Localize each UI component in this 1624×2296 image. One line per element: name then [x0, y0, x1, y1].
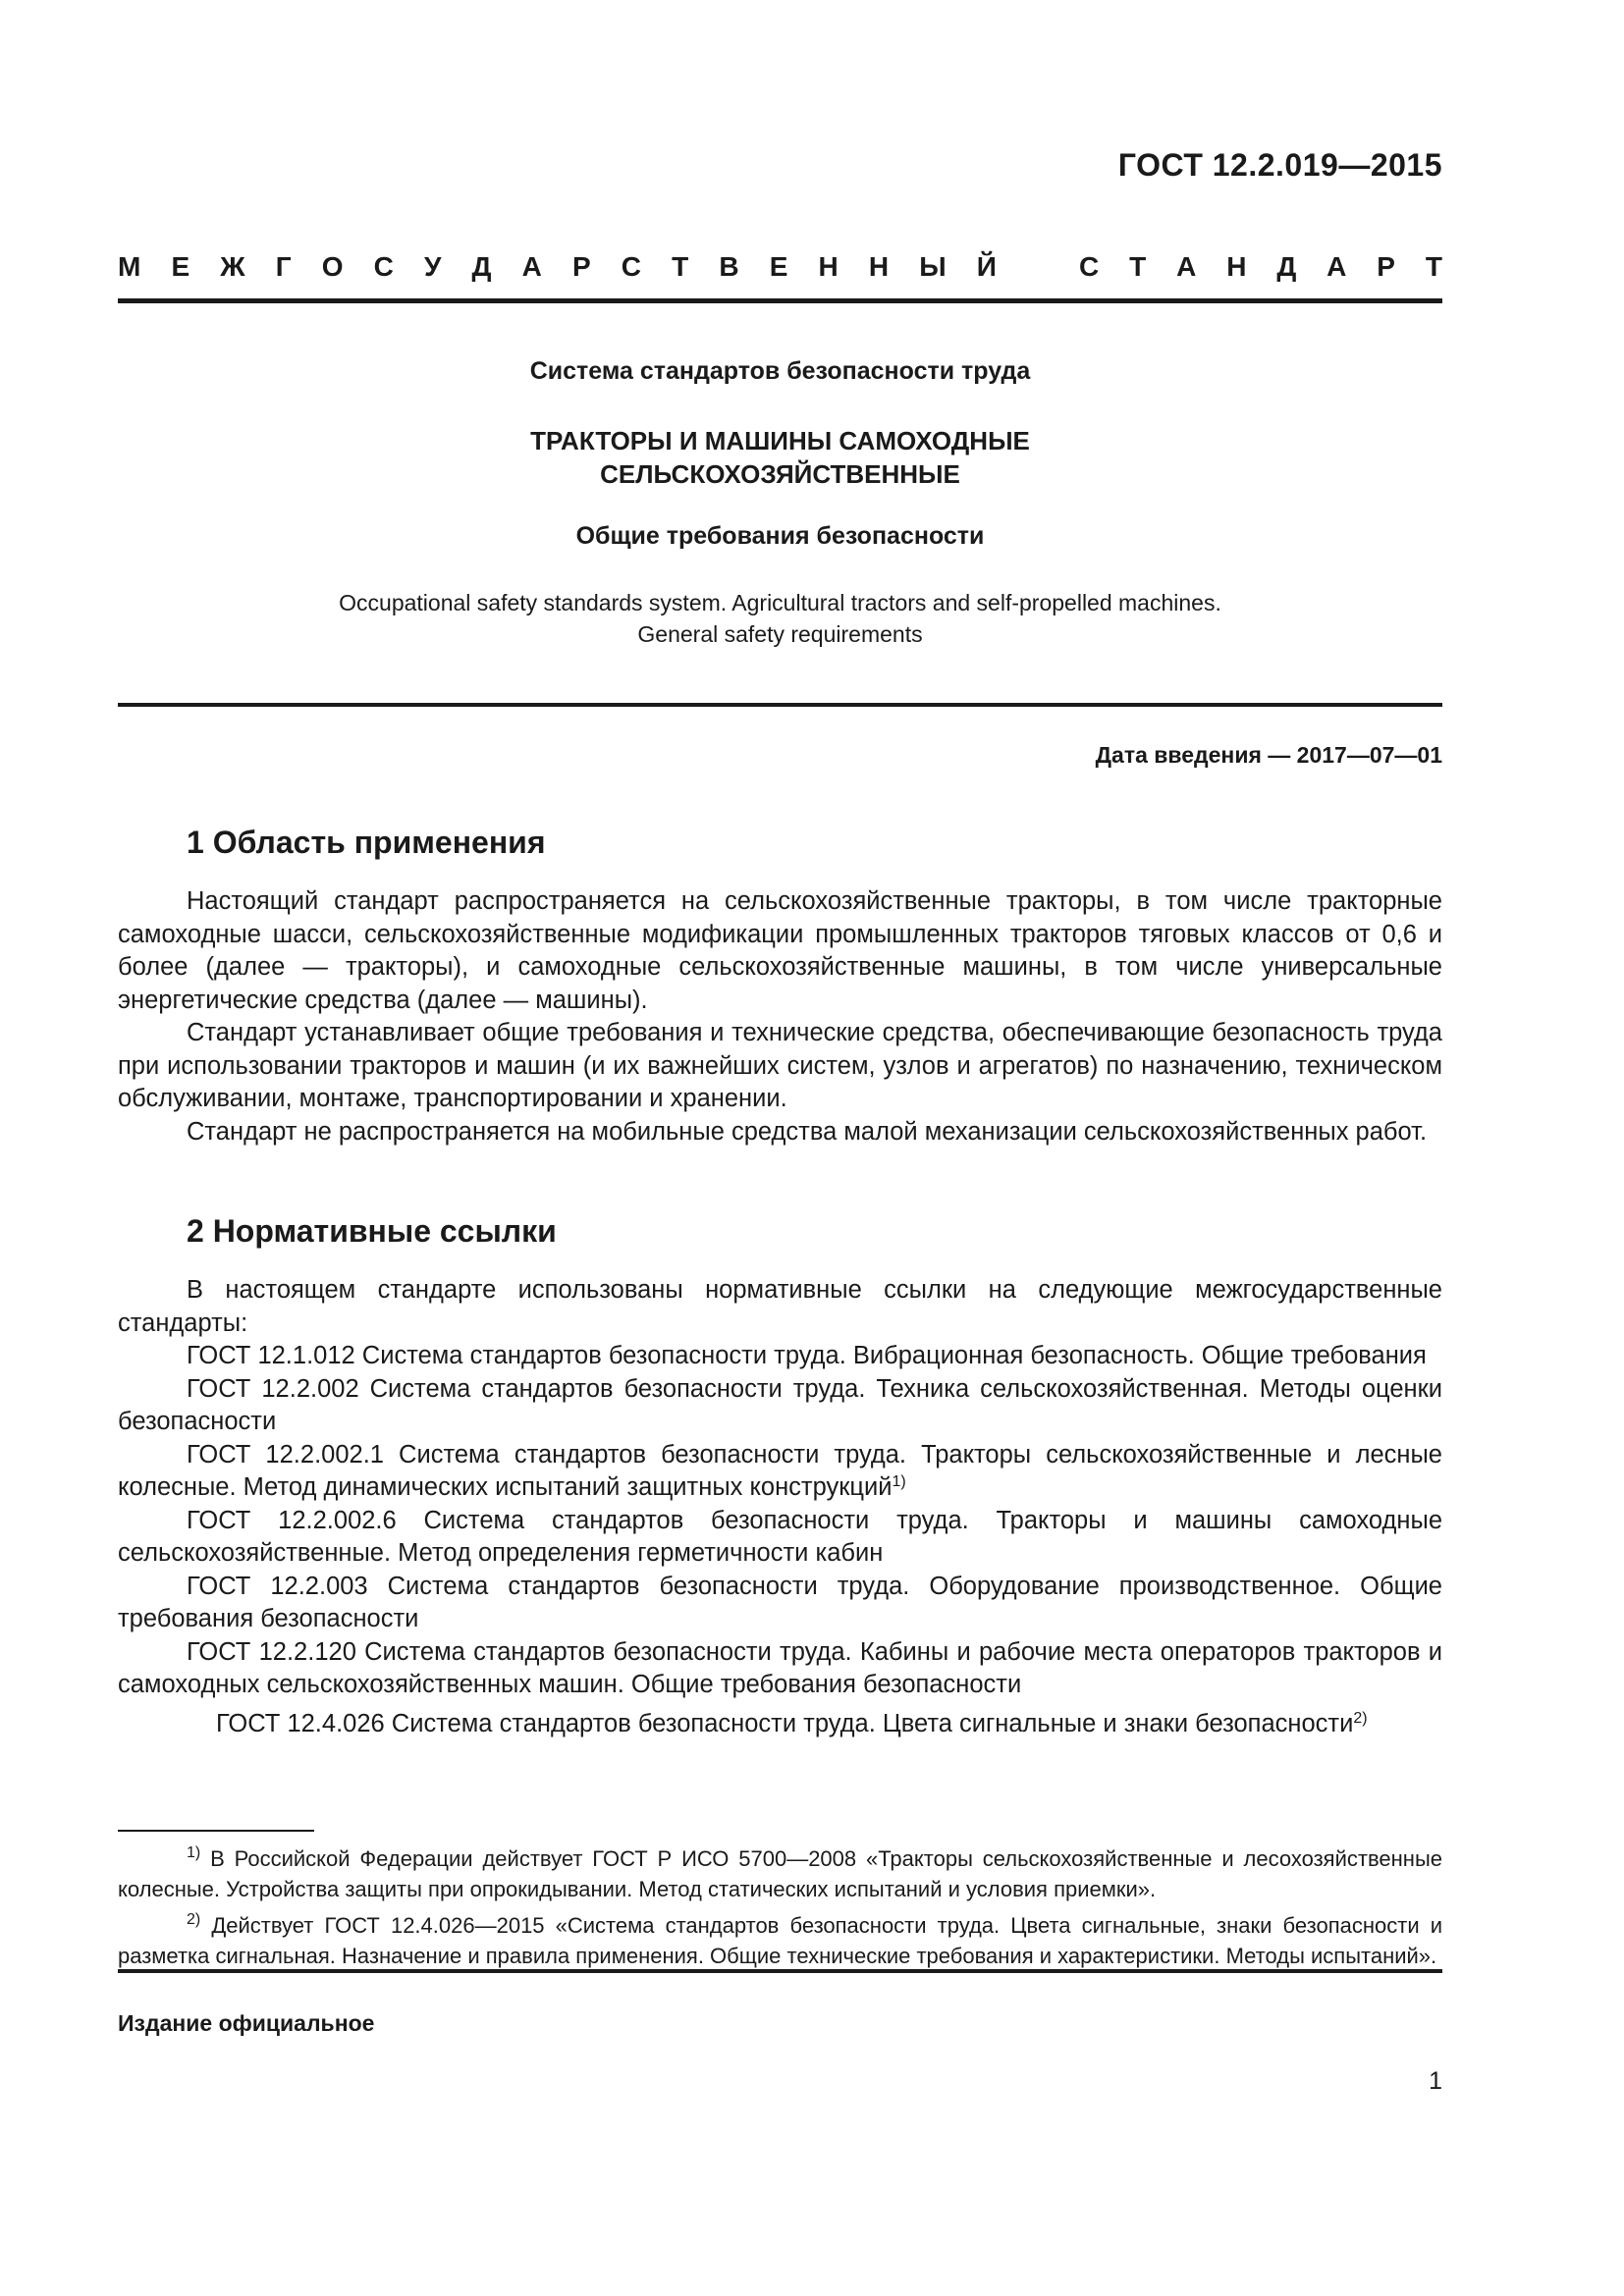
title-line-1: ТРАКТОРЫ И МАШИНЫ САМОХОДНЫЕ — [530, 426, 1030, 455]
title-rule — [118, 703, 1442, 707]
banner-letter: Й — [976, 251, 997, 282]
section-2-intro: В настоящем стандарте использованы нормативные ссылки на следующие межгосударственные стандарты: — [118, 1276, 1442, 1337]
banner-letter: А — [521, 251, 542, 282]
section-1-paragraph: Настоящий стандарт распространяется на сельскохозяйственные тракторы, в том числе тракторные самоходные шасси, сельскохозяйственные модификации промышленных тракторов тяговых классов от 0,6 и более (далее — тракторы), и самоходные сельскохозяйственные машины, в том числе универсальные энергетические средства (далее — машины). — [118, 887, 1442, 1014]
banner-letter: Ы — [919, 251, 947, 282]
introduction-date: Дата введения — 2017—07—01 — [1095, 742, 1442, 768]
reference-item: ГОСТ 12.1.012 Система стандартов безопасности труда. Вибрационная безопасность. Общие требования — [187, 1342, 1427, 1369]
banner-letter: Т — [1425, 251, 1442, 282]
footer-rule — [118, 1969, 1442, 1973]
document-title — [118, 424, 1442, 491]
banner-letter: Т — [1129, 251, 1147, 282]
section-1-paragraph: Стандарт не распространяется на мобильные средства малой механизации сельскохозяйственных работ. — [187, 1117, 1428, 1146]
standard-type-banner — [118, 251, 1442, 283]
banner-letter: Ж — [220, 251, 245, 282]
reference-item: ГОСТ 12.2.002.6 Система стандартов безопасности труда. Тракторы и машины самоходные сельскохозяйственные. Метод определения герметичности кабин — [118, 1506, 1442, 1567]
reference-item: ГОСТ 12.2.003 Система стандартов безопасности труда. Оборудование производственное. Общие требования безопасности — [118, 1572, 1442, 1632]
banner-letter: Н — [1226, 251, 1247, 282]
section-1-heading: 1 Область применения — [187, 825, 546, 860]
banner-letter: Е — [769, 251, 788, 282]
banner-letter: С — [1079, 251, 1100, 282]
banner-letter: Д — [471, 251, 492, 282]
footnote-ref: 2) — [1353, 1709, 1368, 1727]
banner-letter: А — [1176, 251, 1197, 282]
page-number: 1 — [1429, 2067, 1442, 2095]
banner-letter: С — [621, 251, 641, 282]
banner-letter: Д — [1276, 251, 1297, 282]
section-2-heading: 2 Нормативные ссылки — [187, 1213, 557, 1249]
english-title-line-2: General safety requirements — [637, 621, 923, 647]
reference-item: ГОСТ 12.4.026 Система стандартов безопасности труда. Цвета сигнальные и знаки безопасности$^{2)}$ — [216, 1709, 1368, 1737]
banner-letter: Т — [672, 251, 689, 282]
english-title-line-1: Occupational safety standards system. Agricultural tractors and self-propelled machines. — [339, 590, 1221, 615]
header-rule — [118, 298, 1442, 303]
footnote-separator — [118, 1830, 314, 1832]
banner-letter: Н — [868, 251, 890, 282]
section-1-paragraph: Стандарт устанавливает общие требования и технические средства, обеспечивающие безопасность труда при использовании тракторов и машин (и их важнейших систем, узлов и агрегатов) по назначению, техническом обслуживании, монтаже, транспортировании и хранении. — [118, 1019, 1442, 1112]
footnotes — [118, 1843, 1442, 1977]
banner-letter: Н — [818, 251, 839, 282]
banner-letter: С — [373, 251, 394, 282]
banner-letter: Е — [171, 251, 190, 282]
document-number: ГОСТ 12.2.019—2015 — [1117, 147, 1442, 183]
banner-letter: Г — [275, 251, 292, 282]
banner-letter: М — [118, 251, 141, 282]
english-title — [118, 587, 1442, 650]
reference-item: ГОСТ 12.2.002 Система стандартов безопасности труда. Техника сельскохозяйственная. Методы оценки безопасности — [118, 1374, 1442, 1435]
banner-letter: О — [321, 251, 344, 282]
series-title: Система стандартов безопасности труда — [529, 357, 1031, 385]
banner-letter: В — [719, 251, 739, 282]
document-subtitle: Общие требования безопасности — [575, 522, 985, 550]
reference-item: ГОСТ 12.2.120 Система стандартов безопасности труда. Кабины и рабочие места операторов тракторов и самоходных сельскохозяйственных машин. Общие требования безопасности — [118, 1637, 1442, 1698]
footnote-ref: 1) — [892, 1473, 906, 1490]
banner-letter: У — [423, 251, 442, 282]
banner-letter: Р — [1377, 251, 1395, 282]
footnote-2: $^{2)}$ Действует ГОСТ 12.4.026—2015 «Система стандартов безопасности труда. Цвета сигнальные, знаки безопасности и разметка сигнальная. Назначение и правила применения. Общие технические требования и характеристики. Методы испытаний». — [118, 1911, 1442, 1968]
reference-item: ГОСТ 12.2.002.1 Система стандартов безопасности труда. Тракторы сельскохозяйственные и лесные колесные. Метод динамических испытаний защитных конструкций$^{1)}$ — [118, 1440, 1442, 1501]
banner-word-interstate — [118, 251, 997, 283]
official-edition-label: Издание официальное — [118, 2010, 375, 2036]
section-2-body — [118, 1274, 1442, 1740]
footnote-1: $^{1)}$ В Российской Федерации действует ГОСТ Р ИСО 5700—2008 «Тракторы сельскохозяйственные и лесохозяйственные колесные. Устройства защиты при опрокидывании. Метод статических испытаний и условия приемки». — [118, 1844, 1442, 1901]
title-line-2: СЕЛЬСКОХОЗЯЙСТВЕННЫЕ — [600, 459, 960, 489]
banner-word-standard — [1079, 251, 1442, 283]
section-1-body — [118, 885, 1442, 1148]
banner-letter: Р — [571, 251, 591, 282]
banner-letter: А — [1326, 251, 1347, 282]
